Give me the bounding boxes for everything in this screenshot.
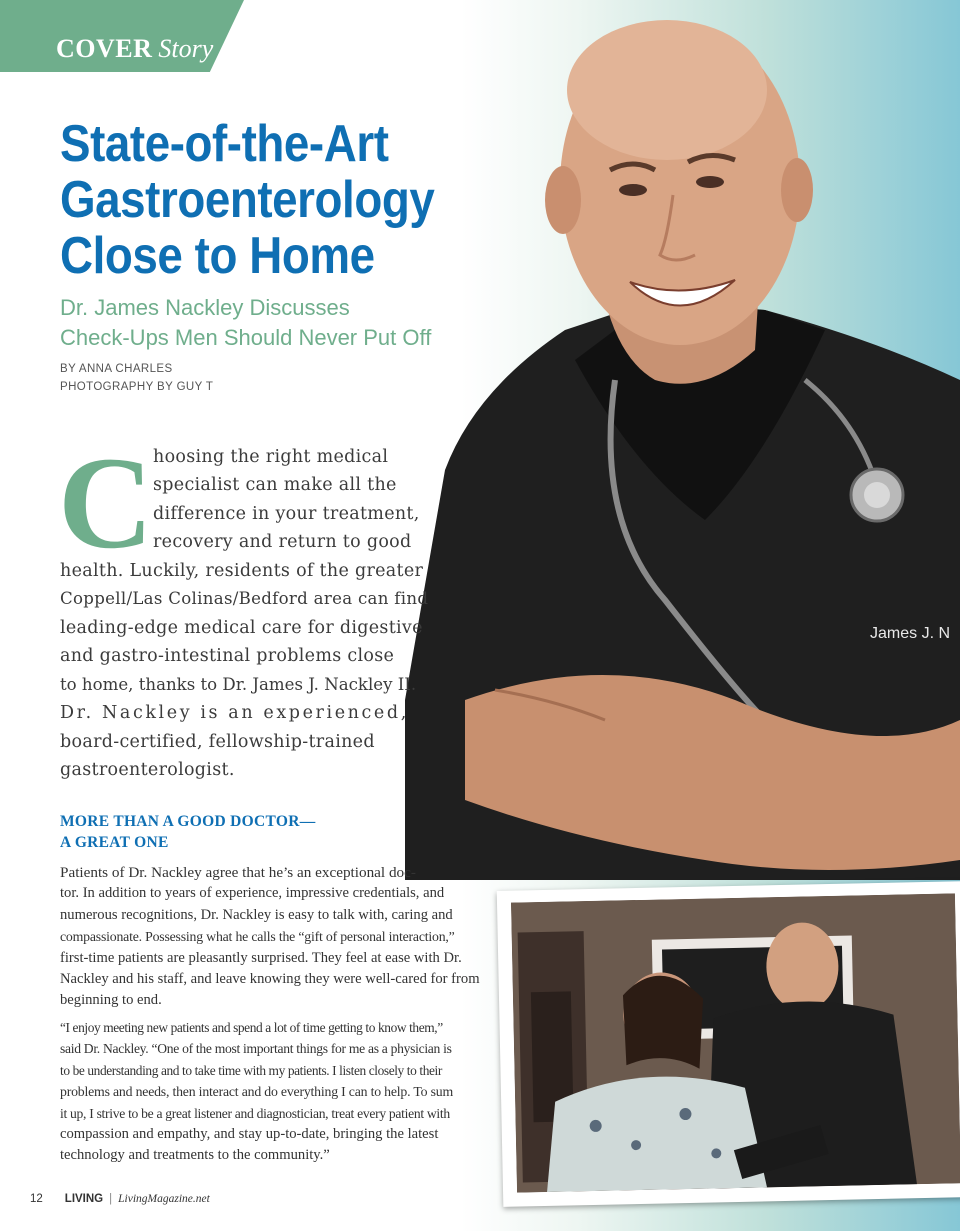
intro-line: recovery and return to good: [153, 532, 412, 552]
intro-line: to home, thanks to Dr. James J. Nackley II.: [60, 675, 417, 694]
intro-line: health. Luckily, residents of the greater: [60, 561, 424, 581]
section-heading-line-1: MORE THAN A GOOD DOCTOR—: [60, 813, 316, 830]
author-credit: BY ANNA CHARLES: [60, 363, 173, 375]
byline: [60, 360, 213, 396]
subhead-line-2: Check-Ups Men Should Never Put Off: [60, 325, 432, 350]
para-line: “I enjoy meeting new patients and spend a lot of time getting to know them,”: [60, 1020, 443, 1035]
intro-line: and gastro-intestinal problems close: [60, 646, 395, 666]
section-heading-line-2: A GREAT ONE: [60, 834, 169, 851]
headline-line-3: Close to Home: [60, 227, 375, 285]
para-line: Nackley and his staff, and leave knowing they were well-cared for from: [60, 971, 480, 988]
intro-line: leading-edge medical care for digestive: [60, 618, 423, 638]
para-line: it up, I strive to be a great listener and diagnostician, treat every patient with: [60, 1105, 450, 1121]
para-line: problems and needs, then interact and do everything I can to help. To sum: [60, 1084, 453, 1100]
para-line: to be understanding and to take time with my patients. I listen closely to their: [60, 1062, 442, 1078]
headline-line-2: Gastroenterology: [60, 171, 435, 229]
para-line: beginning to end.: [60, 992, 162, 1009]
doctor-portrait-photo: [405, 0, 960, 880]
body-paragraph-1: [60, 862, 490, 1012]
article-headline: [60, 115, 435, 285]
magazine-name: LIVING: [64, 1193, 104, 1205]
footer-separator: |: [109, 1193, 113, 1205]
doctor-and-nurse-photo: [511, 893, 960, 1192]
cover-label-light: Story: [158, 34, 214, 63]
para-line: compassion and empathy, and stay up-to-date, bringing the latest: [60, 1126, 439, 1143]
scrub-name-text: James J. N: [870, 625, 951, 642]
para-line: said Dr. Nackley. “One of the most important things for me as a physician is: [60, 1041, 452, 1057]
intro-line: Dr. Nackley is an experienced,: [60, 703, 409, 723]
intro-line: difference in your treatment,: [153, 504, 420, 524]
magazine-site: LivingMagazine.net: [118, 1193, 210, 1205]
para-line: first-time patients are pleasantly surprised. They feel at ease with Dr.: [60, 949, 462, 966]
page-footer: [30, 1193, 210, 1205]
intro-line: board-certified, fellowship-trained: [60, 732, 375, 752]
para-line: technology and treatments to the community.”: [60, 1147, 330, 1164]
para-line: Patients of Dr. Nackley agree that he’s an exceptional doc-: [60, 864, 416, 881]
para-line: compassionate. Possessing what he calls the “gift of personal interaction,”: [60, 929, 455, 945]
cover-label-strong: COVER: [56, 34, 153, 63]
para-line: numerous recognitions, Dr. Nackley is easy to talk with, caring and: [60, 906, 453, 923]
intro-line: gastroenterologist.: [60, 760, 235, 780]
photo-credit: PHOTOGRAPHY BY GUY T: [60, 381, 214, 393]
body-paragraph-2: [60, 1017, 490, 1167]
intro-line: specialist can make all the: [153, 475, 397, 495]
drop-cap: C: [58, 429, 154, 576]
inset-photo-frame: [497, 881, 960, 1207]
article-subheadline: [60, 293, 490, 353]
subhead-line-1: Dr. James Nackley Discusses: [60, 295, 350, 320]
intro-line: hoosing the right medical: [153, 447, 389, 467]
intro-line: Coppell/Las Colinas/Bedford area can find: [60, 589, 429, 608]
cover-story-label: [56, 34, 213, 64]
page-number: 12: [30, 1193, 43, 1205]
para-line: tor. In addition to years of experience, impressive credentials, and: [60, 885, 445, 902]
section-heading: [60, 811, 316, 853]
headline-line-1: State-of-the-Art: [60, 115, 389, 173]
